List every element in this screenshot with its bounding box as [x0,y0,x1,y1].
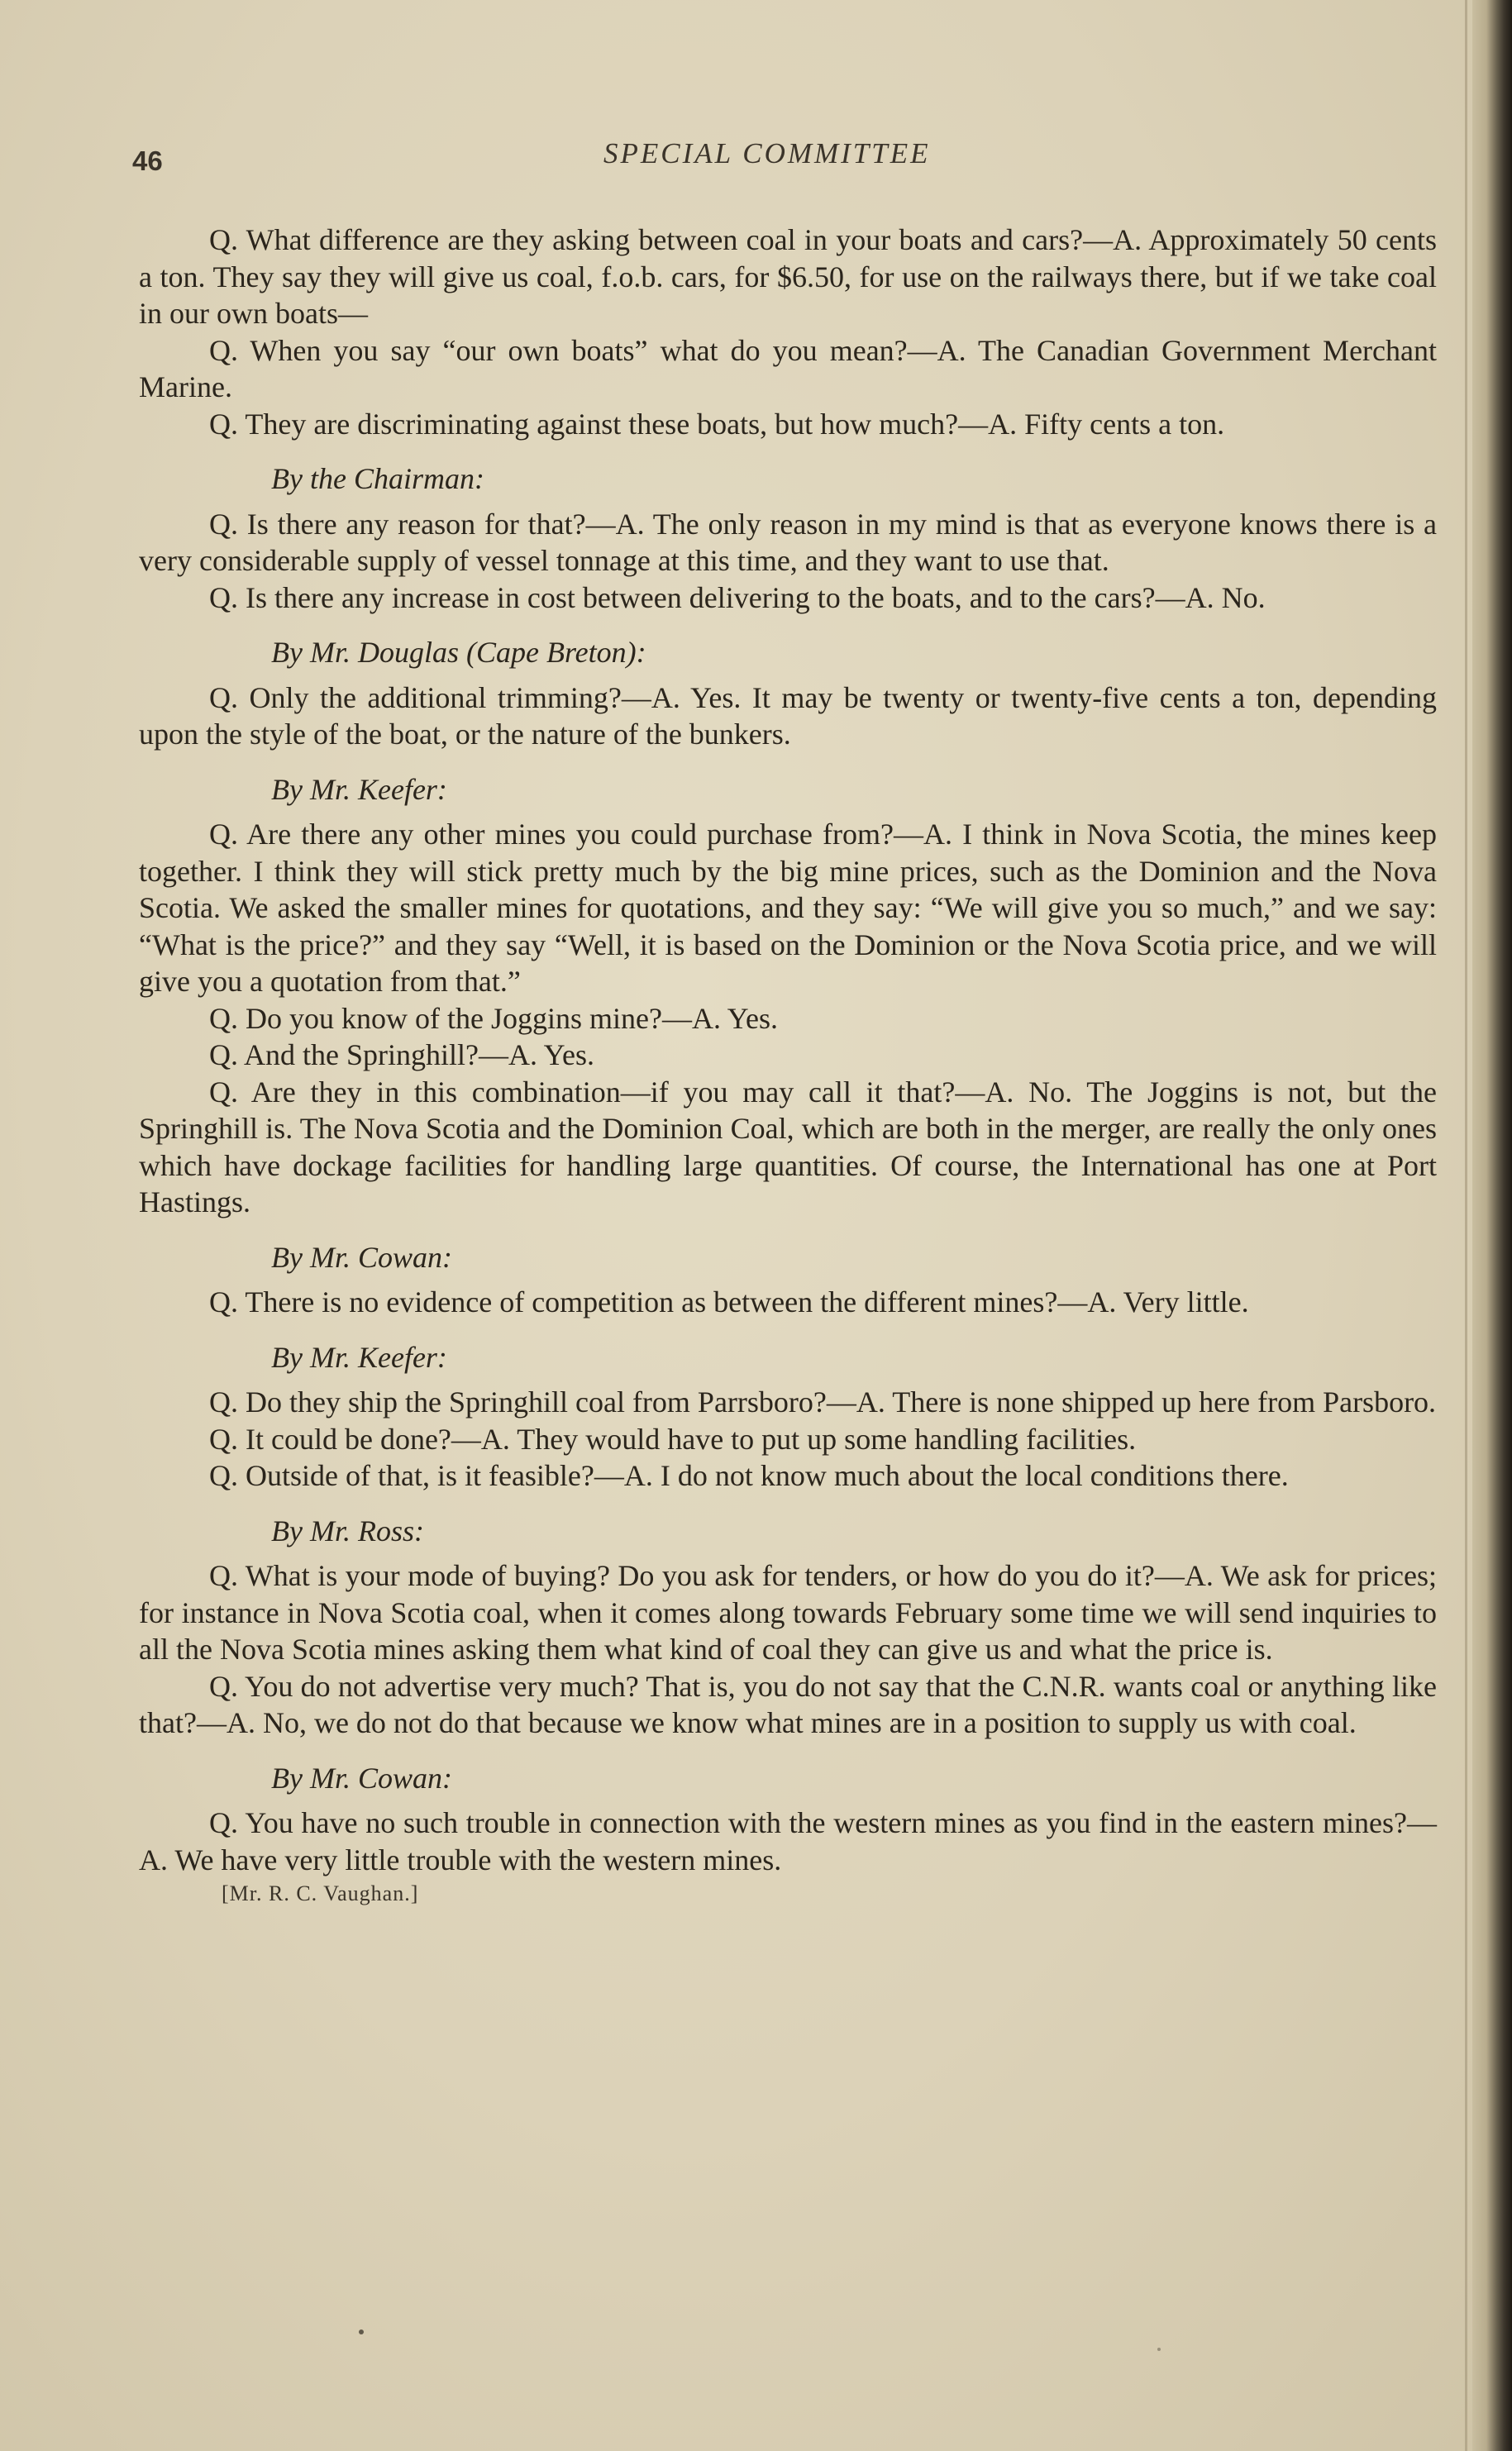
running-head: SPECIAL COMMITTEE [603,137,931,169]
speaker-heading: By Mr. Cowan: [271,1761,452,1795]
paragraph: Q. When you say “our own boats” what do you mean?—A. The Canadian Government Merchant Marine. [139,333,1437,403]
ink-speck [359,2329,364,2334]
speaker-heading: By Mr. Cowan: [271,1240,452,1274]
paragraph: Q. Is there any reason for that?—A. The only reason in my mind is that as everyone knows there is a very considerable supply of vessel tonnage at this time, and they want to use that. [139,507,1437,577]
paragraph: Q. You do not advertise very much? That is, you do not say that the C.N.R. wants coal or anything like that?—A. No, we do not do that because we know what mines are in a position to supply us with coal. [139,1669,1437,1739]
paragraph: Q. Do they ship the Springhill coal from Parrsboro?—A. There is none shipped up here from Parsboro. [209,1385,1437,1419]
paragraph: Q. Only the additional trimming?—A. Yes. It may be twenty or twenty-five cents a ton, depending upon the style of the boat, or the nature of the bunkers. [139,680,1437,751]
paragraph: Q. There is no evidence of competition as between the different mines?—A. Very little. [209,1285,1249,1318]
speaker-heading: By Mr. Keefer: [271,772,447,806]
paragraph: Q. They are discriminating against these boats, but how much?—A. Fifty cents a ton. [209,407,1225,441]
paragraph: Q. Are they in this combination—if you may call it that?—A. No. The Joggins is not, but the Springhill is. The Nova Scotia and the Dominion Coal, which are both in the merger, are really the only ones which have dockage facilities for handling large quantities. Of course, the International has one at Port Hastings. [139,1075,1437,1218]
paragraph: Q. Outside of that, is it feasible?—A. I do not know much about the local conditions there. [209,1459,1289,1492]
page-number: 46 [132,145,163,176]
testimony-text [139,222,1437,1906]
paragraph: Q. What is your mode of buying? Do you ask for tenders, or how do you do it?—A. We ask for prices; for instance in Nova Scotia coal, when it comes along towards February some time we will send inquiries to all the Nova Scotia mines asking them what kind of coal they can give us and what the price is. [139,1559,1437,1666]
speaker-heading: By the Chairman: [271,462,484,495]
speaker-heading: By Mr. Douglas (Cape Breton): [271,636,646,669]
paragraph: Q. You have no such trouble in connection with the western mines as you find in the eastern mines?—A. We have very little trouble with the western mines. [139,1806,1437,1876]
page-header [132,132,1422,182]
paragraph: Q. Do you know of the Joggins mine?—A. Yes. [209,1001,778,1035]
ink-speck [1157,2348,1161,2351]
paragraph: Q. Is there any increase in cost between delivering to the boats, and to the cars?—A. No. [209,580,1266,614]
paragraph: Q. And the Springhill?—A. Yes. [209,1038,595,1071]
book-binding-shadow [1472,0,1512,2451]
paragraph: Q. It could be done?—A. They would have to put up some handling facilities. [209,1422,1137,1456]
speaker-heading: By Mr. Ross: [271,1514,424,1547]
paragraph: Q. Are there any other mines you could purchase from?—A. I think in Nova Scotia, the mines keep together. I think they will stick pretty much by the big mine prices, such as the Dominion and the Nova Scotia. We asked the smaller mines for quotations, and they say: “We will give you so much,” and we say: “What is the price?” and they say “Well, it is based on the Dominion or the Nova Scotia price, and we will give you a quotation from that.” [139,818,1437,998]
witness-footnote: [Mr. R. C. Vaughan.] [222,1881,419,1905]
paragraph: Q. What difference are they asking between coal in your boats and cars?—A. Approximately 50 cents a ton. They say they will give us coal, f.o.b. cars, for $6.50, for use on the railways there, but if we take coal in our own boats— [139,223,1437,330]
binding-edge-line [1465,0,1467,2451]
speaker-heading: By Mr. Keefer: [271,1340,447,1374]
